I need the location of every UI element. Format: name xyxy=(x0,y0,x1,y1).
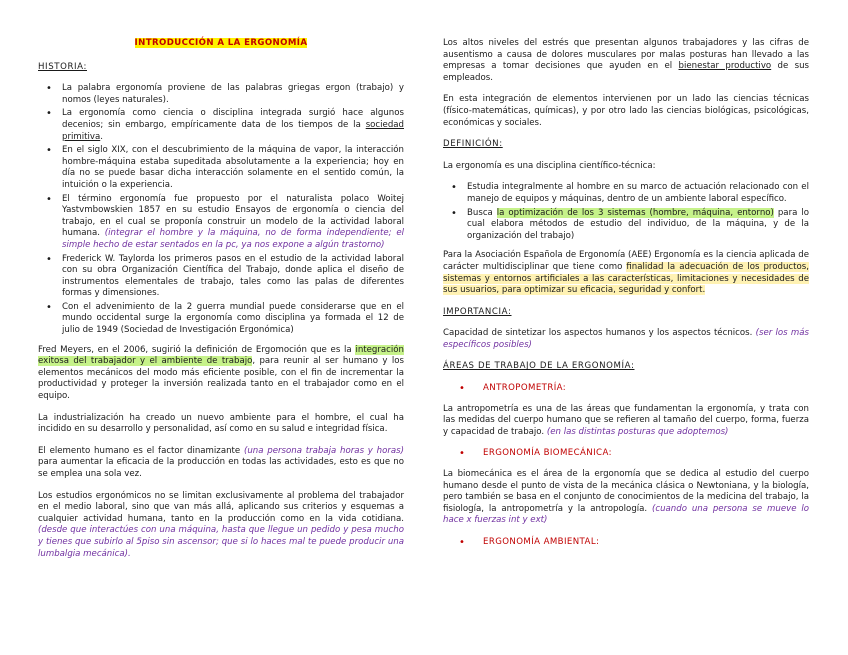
right-column xyxy=(443,38,809,558)
list-item: • La ergonomía como ciencia o disciplina integrada surgió hace algunos decenios; sin embargo, empíricamente data de los tiempos de la sociedad primitiva. xyxy=(38,108,404,143)
document-title: INTRODUCCIÓN A LA ERGONOMÍA xyxy=(134,38,308,48)
highlight: integración exitosa del trabajador y el ambiente de trabajo xyxy=(38,344,404,367)
paragraph-industrializacion: La industrialización ha creado un nuevo ambiente para el hombre, el cual ha incidido en su desarrollo y personalidad, así como en su salud e integridad física. xyxy=(38,412,404,435)
ambiental-title: • ERGONOMÍA AMBIENTAL: xyxy=(443,537,809,549)
area-list xyxy=(443,448,809,460)
annotation: (ser los más específicos posibles) xyxy=(443,328,809,350)
paragraph-elemento-humano: El elemento humano es el factor dinamizante (una persona trabaja horas y horas) para aumentar la eficacia de la producción en todas las actividades, esto es que no se emplea una sola vez. xyxy=(38,445,405,479)
paragraph-aee: Para la Asociación Española de Ergonomía (AEE) Ergonomía es la ciencia aplicada de carácter multidisciplinar que tiene como finalidad la adecuación de los productos, sistemas y entornos artificiales a las características, limitaciones y necesidades de sus usuarios, para optimizar su eficacia, seguridad y confort. xyxy=(443,250,809,296)
paragraph-estudios: Los estudios ergonómicos no se limitan exclusivamente al problema del trabajador en el medio laboral, sino que van más allá, aplicando sus criterios y esquemas a cualquier actividad humana, tanto en la producción como en la vida cotidiana. (desde que interactúes con una máquina, hasta que llegue un pedido y pesa mucho y tienes que subirlo al 5piso sin ascensor; que si lo haces mal te puede producir una lumbalgia mecánica). xyxy=(38,490,404,559)
paragraph-integracion: En esta integración de elementos intervienen por un lado las ciencias técnicas (físico-matemáticas, químicas), y por otro lado las ciencias biológicas, psicológicas, económicas y sociales. xyxy=(443,94,809,128)
importancia-heading: IMPORTANCIA: xyxy=(443,306,512,317)
area-list xyxy=(443,537,809,549)
list-item: • Estudia integralmente al hombre en su marco de actuación relacionado con el manejo de equipos y máquinas, dentro de un ambiente laboral específico. xyxy=(443,182,809,205)
paragraph-biomecanica: La biomecánica es el área de la ergonomía que se dedica al estudio del cuerpo humano desde el punto de vista de la mecánica clásica o Newtoniana, y la biología, pero también se basa en el conjunto de conocimientos de la medicina del trabajo, la fisiología, la antropometría y la antropología. (cuando una persona se mueve lo hace x fuerzas int y ext) xyxy=(443,469,809,526)
annotation: (una persona trabaja horas y horas) xyxy=(243,445,405,456)
paragraph-meyers: Fred Meyers, en el 2006, sugirió la definición de Ergomoción que es la integración exitosa del trabajador y el ambiente de trabajo, para reunir al ser humano y los elementos mecánicos del modo más eficiente posible, con el fin de incrementar la productividad y proteger la inversión realizada tanto en el trabajador como en el equipo. xyxy=(38,344,404,402)
historia-list xyxy=(38,83,404,336)
antropometria-title: • ANTROPOMETRÍA: xyxy=(443,383,809,395)
highlight: la optimización de los 3 sistemas (hombre, máquina, entorno) xyxy=(496,207,774,218)
paragraph-estres: Los altos niveles del estrés que presentan algunos trabajadores y las cifras de ausentismo a causa de dolores musculares por malas posturas han llevado a las empresas a tomar decisiones que ayuden en el bienestar productivo de sus empleados. xyxy=(443,38,809,83)
biomecanica-title: • ERGONOMÍA BIOMECÁNICA: xyxy=(443,448,809,460)
list-item: • La palabra ergonomía proviene de las palabras griegas ergon (trabajo) y nomos (leyes naturales). xyxy=(38,83,404,106)
annotation: (desde que interactúes con una máquina, hasta que llegue un pedido y pesa mucho y tienes que subirlo al 5piso sin ascensor; que si lo haces mal te puede producir una lumbalgia mecánica). xyxy=(38,525,404,559)
annotation: (en las distintas posturas que adoptemos) xyxy=(546,426,729,437)
highlight: finalidad la adecuación de los productos, sistemas y entornos artificiales a las características, limitaciones y necesidades de sus usuarios, para optimizar su eficacia, seguridad y confort. xyxy=(443,261,809,296)
list-item: • El término ergonomía fue propuesto por el naturalista polaco Woitej Yastvmbowskien 1857 en su estudio Ensayos de ergonomía o ciencia del trabajo, en el cual se proponía construir un modelo de la actividad laboral humana. (integrar el hombre y la máquina, no de forma independiente; el simple hecho de estar sentados en la pc, ya nos expone a algún trastorno) xyxy=(38,194,404,252)
annotation: (integrar el hombre y la máquina, no de forma independiente; el simple hecho de estar sentados en la pc, ya nos expone a algún trastorno) xyxy=(62,228,404,250)
area-list xyxy=(443,383,809,395)
paragraph-importancia: Capacidad de sintetizar los aspectos humanos y los aspectos técnicos. (ser los más específicos posibles) xyxy=(443,328,809,350)
historia-heading: HISTORIA: xyxy=(38,61,87,72)
definicion-list xyxy=(443,182,809,242)
areas-heading: ÁREAS DE TRABAJO DE LA ERGONOMÍA: xyxy=(443,361,635,372)
list-item: • En el siglo XIX, con el descubrimiento de la máquina de vapor, la interacción hombre-máquina estaba supeditada absolutamente a la experiencia; hoy en día no se puede basar dicha interacción solamente en el sentido común, la intuición o la experiencia. xyxy=(38,145,404,191)
left-column xyxy=(38,38,404,570)
paragraph-antropometria: La antropometría es una de las áreas que fundamentan la ergonomía, y trata con las medidas del cuerpo humano que se refieren al tamaño del cuerpo, forma, fuerza y capacidad de trabajo. (en las distintas posturas que adoptemos) xyxy=(443,403,809,437)
list-item: • Con el advenimiento de la 2 guerra mundial puede considerarse que en el mundo occidental surge la ergonomía como disciplina ya formada el 12 de julio de 1949 (Sociedad de Investigación Ergonómica) xyxy=(38,302,404,337)
list-item: • Frederick W. Taylorda los primeros pasos en el estudio de la actividad laboral con su obra Organización Científica del Trabajo, donde aplica el diseño de instrumentos elementales de trabajo, tales como las palas de diferentes formas y dimensiones. xyxy=(38,254,404,300)
list-item: • Busca la optimización de los 3 sistemas (hombre, máquina, entorno) para lo cual elabora métodos de estudio del individuo, de la máquina, y de la organización del trabajo) xyxy=(443,208,809,243)
definicion-heading: DEFINICIÓN: xyxy=(443,139,503,150)
annotation: (cuando una persona se mueve lo hace x fuerzas int y ext) xyxy=(443,503,809,526)
paragraph-definicion: La ergonomía es una disciplina científico-técnica: xyxy=(443,160,656,171)
